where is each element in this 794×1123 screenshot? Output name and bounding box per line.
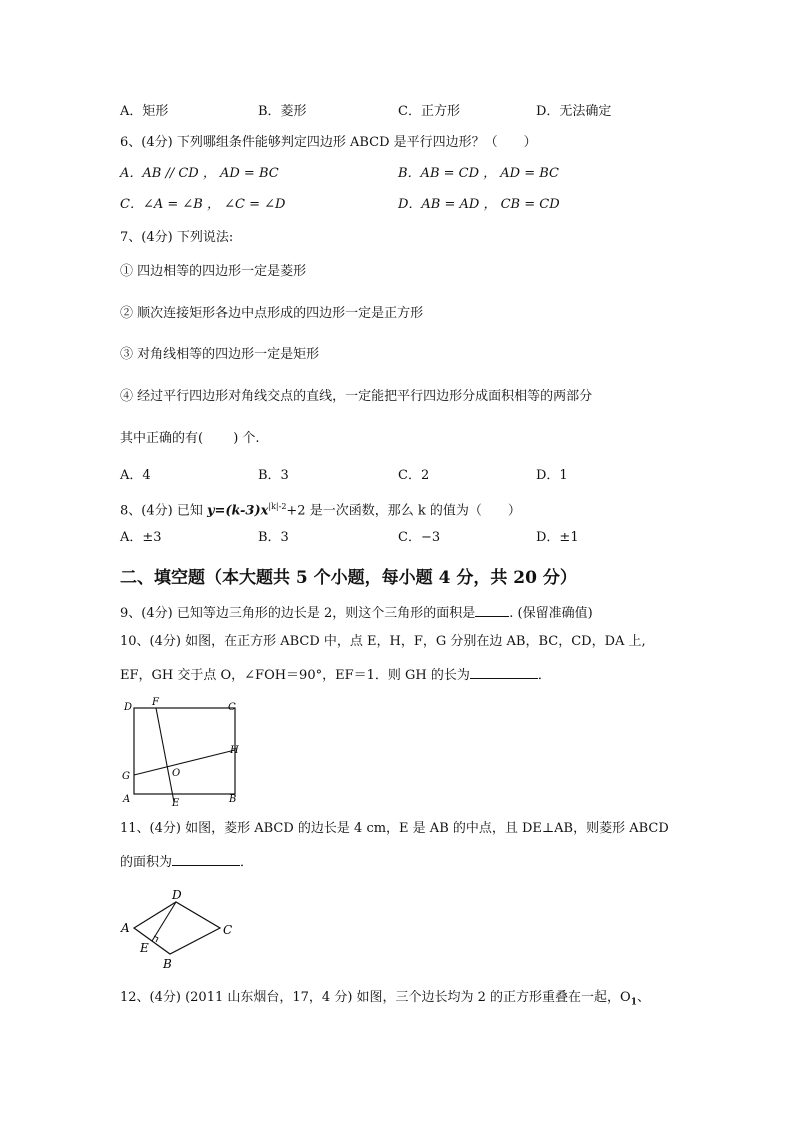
- q8-stem: [120, 498, 521, 520]
- q7-option-b: B．3: [258, 468, 289, 483]
- q5-option-b: B．菱形: [258, 104, 307, 119]
- q11-line-2: [120, 851, 253, 872]
- label-o: O: [172, 768, 181, 779]
- q8-option-c: C．−3: [398, 530, 441, 545]
- q7-option-c: C．2: [398, 468, 430, 483]
- q12-text: 12、(4分) (2011 山东烟台，17，4 分) 如图，三个边长均为 2 的正方形重叠在一起，O: [120, 990, 631, 1005]
- q7-tail: 其中正确的有( ) 个.: [120, 431, 260, 446]
- label-d: D: [172, 888, 182, 902]
- q9-stem: [120, 602, 593, 623]
- label-b: B: [163, 957, 172, 971]
- q10-line-1: 10、(4分) 如图，在正方形 ABCD 中，点 E，H，F，G 分别在边 AB，BC，CD，DA 上,: [120, 634, 646, 649]
- q8-formula: y=(k-3)x: [206, 503, 269, 519]
- q7-statement-2: ② 顺次连接矩形各边中点形成的四边形一定是正方形: [120, 306, 424, 321]
- q5-option-c: C．正方形: [398, 104, 460, 119]
- q11-answer-blank: [172, 851, 240, 866]
- q7-statement-4: ④ 经过平行四边形对角线交点的直线，一定能把平行四边形分成面积相等的两部分: [120, 389, 593, 404]
- label-c: C: [223, 923, 233, 937]
- q11-tail: ．: [240, 855, 254, 870]
- section-title: 二、填空题（本大题共 5 个小题，每小题 4 分，共 20 分）: [120, 568, 577, 588]
- q7-statement-1: ① 四边相等的四边形一定是菱形: [120, 264, 307, 279]
- q12-subscript: 1: [630, 997, 637, 1008]
- q10-line-2: [120, 664, 551, 685]
- label-d: D: [124, 702, 133, 713]
- q6-option-b: B．AB = CD ， AD = BC: [398, 166, 559, 181]
- q8-option-d: D．±1: [536, 530, 579, 545]
- q5-option-d: D．无法确定: [536, 104, 612, 119]
- label-e: E: [172, 798, 180, 808]
- segment-gh: [134, 750, 235, 775]
- q11-line-1: 11、(4分) 如图，菱形 ABCD 的边长是 4 cm，E 是 AB 的中点，且 DE⊥AB，则菱形 ABCD: [120, 821, 669, 836]
- q10-answer-blank: [470, 664, 538, 679]
- segment-de: [152, 902, 176, 941]
- q12-stem: [120, 989, 650, 1012]
- label-c: C: [228, 702, 236, 713]
- q6-option-a: A．AB // CD ， AD = BC: [120, 166, 279, 181]
- q6-option-c: C．∠A = ∠B ， ∠C = ∠D: [120, 197, 286, 212]
- segment-ef: [156, 708, 174, 802]
- label-h: H: [230, 745, 239, 756]
- q6-stem: 6、(4分) 下列哪组条件能够判定四边形 ABCD 是平行四边形？（ ）: [120, 135, 537, 150]
- label-b: B: [229, 794, 237, 805]
- q9-answer-blank: [475, 602, 509, 617]
- q8-option-b: B．3: [258, 530, 289, 545]
- label-g: G: [122, 771, 130, 782]
- q9-text: 9、(4分) 已知等边三角形的边长是 2，则这个三角形的面积是: [120, 606, 476, 621]
- q12-tail: 、: [637, 990, 651, 1005]
- label-a: A: [123, 794, 131, 805]
- q11-text: 的面积为: [120, 855, 173, 870]
- q5-option-a: A．矩形: [120, 104, 169, 119]
- q7-option-d: D．1: [536, 468, 568, 483]
- q10-text: EF，GH 交于点 O，∠FOH＝90°，EF＝1．则 GH 的长为: [120, 668, 470, 683]
- q8-exponent: |k|-2: [268, 502, 287, 511]
- q7-statement-3: ③ 对角线相等的四边形一定是矩形: [120, 347, 320, 362]
- q6-option-d: D．AB = AD ， CB = CD: [398, 197, 560, 212]
- q10-square-figure: [116, 696, 256, 808]
- label-e: E: [140, 941, 149, 955]
- q8-suffix: +2 是一次函数，那么 k 的值为（ ）: [286, 503, 521, 519]
- q11-rhombus-figure: [116, 884, 246, 972]
- q7-option-a: A．4: [120, 468, 151, 483]
- q10-tail: ．: [537, 668, 551, 683]
- label-a: A: [121, 921, 130, 935]
- q8-prefix: 8、(4分) 已知: [120, 503, 207, 519]
- q8-option-a: A．±3: [120, 530, 162, 545]
- square-abcd: [134, 708, 235, 794]
- q9-tail: . (保留准确值): [509, 606, 593, 621]
- q7-stem: 7、(4分) 下列说法:: [120, 230, 234, 245]
- label-f: F: [152, 697, 159, 708]
